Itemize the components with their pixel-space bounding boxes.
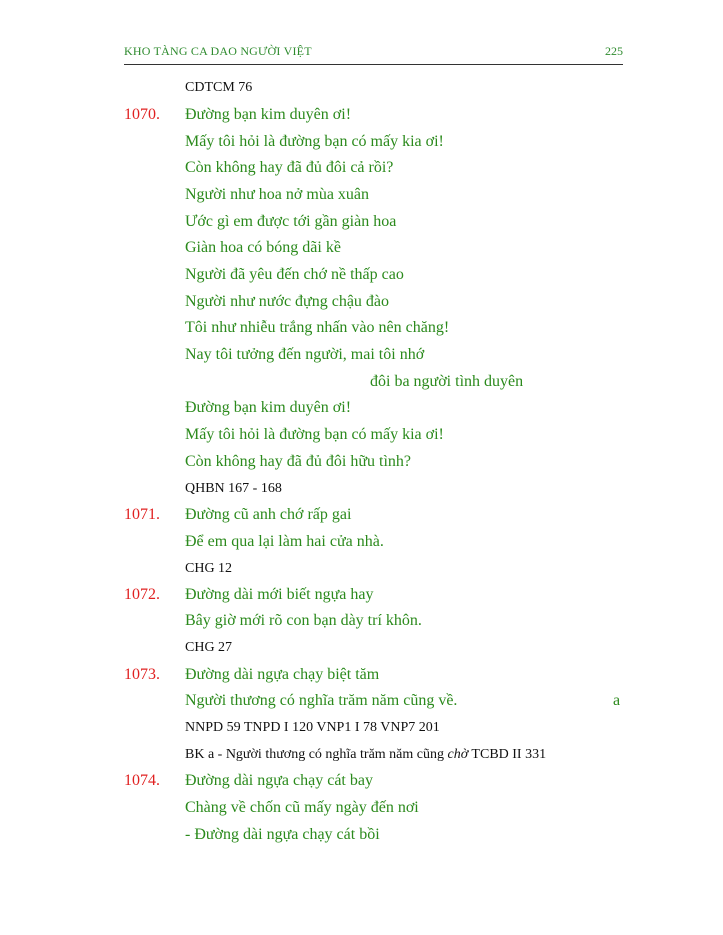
verse-line: Người như hoa nở mùa xuân: [185, 186, 370, 203]
source-line: QHBN 167 - 168: [185, 481, 282, 496]
page-number: 225: [605, 44, 623, 58]
verse-line: Để em qua lại làm hai cửa nhà.: [185, 533, 384, 550]
verse-line: Người thương có nghĩa trăm năm cũng về.: [185, 692, 458, 709]
variant-marker: a: [613, 692, 621, 709]
verse-line: Bây giờ mới rõ con bạn dày trí khôn.: [185, 612, 422, 629]
verse-line: Ước gì em được tới gần giàn hoa: [185, 213, 397, 230]
source-line: NNPD 59 TNPD I 120 VNP1 I 78 VNP7 201: [185, 720, 440, 735]
verse-line: Người đã yêu đến chớ nề thấp cao: [185, 266, 404, 283]
verse-line: Chàng về chốn cũ mấy ngày đến nơi: [185, 799, 419, 816]
verse-line: Còn không hay đã đủ đôi cả rồi?: [185, 159, 394, 176]
verse-line: Mấy tôi hỏi là đường bạn có mấy kia ơi!: [185, 133, 444, 150]
verse-line: Đường dài mới biết ngựa hay: [185, 586, 374, 603]
verse-line: - Đường dài ngựa chạy cát bồi: [185, 826, 380, 843]
verse-line: Đường cũ anh chớ rấp gai: [185, 506, 352, 523]
book-title: KHO TÀNG CA DAO NGƯỜI VIỆT: [124, 44, 312, 58]
verse-line: Mấy tôi hỏi là đường bạn có mấy kia ơi!: [185, 426, 444, 443]
variant-italic-word: chờ: [447, 747, 469, 762]
verse-line: Đường dài ngựa chạy cát bay: [185, 772, 373, 789]
source-line: CDTCM 76: [185, 80, 253, 95]
verse-line: Tôi như nhiễu trắng nhấn vào nên chăng!: [185, 319, 450, 336]
verse-line: Nay tôi tưởng đến người, mai tôi nhớ: [185, 346, 425, 363]
entry-number: 1073.: [124, 666, 160, 683]
verse-line: Đường bạn kim duyên ơi!: [185, 106, 352, 123]
variant-text: BK a - Người thương có nghĩa trăm năm cũng: [185, 747, 448, 762]
verse-line: Đường bạn kim duyên ơi!: [185, 399, 352, 416]
verse-line-continued: đôi ba người tình duyên: [370, 373, 524, 390]
verse-line: Giàn hoa có bóng dãi kề: [185, 239, 341, 256]
variant-source: TCBD II 331: [468, 747, 547, 762]
verse-line: Còn không hay đã đủ đôi hữu tình?: [185, 453, 411, 470]
variant-source-line: [185, 747, 546, 763]
running-header: [124, 44, 623, 65]
verse-line: Người như nước đựng chậu đào: [185, 293, 390, 310]
verse-line: Đường dài ngựa chạy biệt tăm: [185, 666, 380, 683]
entry-number: 1072.: [124, 586, 160, 603]
source-line: CHG 12: [185, 561, 233, 576]
entry-number: 1071.: [124, 506, 160, 523]
source-line: CHG 27: [185, 640, 233, 655]
entry-number: 1074.: [124, 772, 160, 789]
entry-number: 1070.: [124, 106, 160, 123]
